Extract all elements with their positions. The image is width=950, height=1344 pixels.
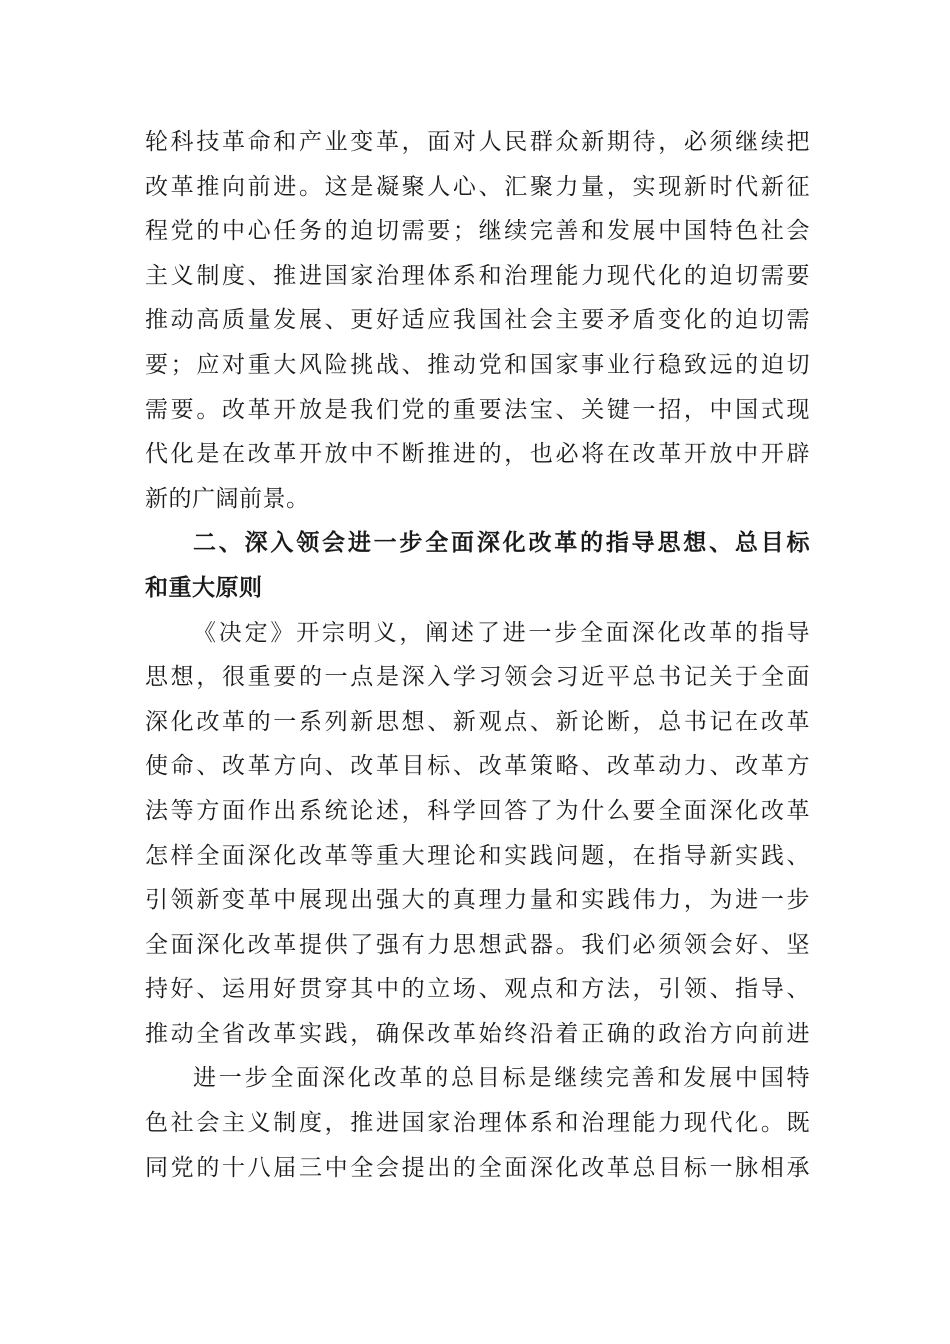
paragraph-line: 轮科技革命和产业变革，面对人民群众新期待，必须继续把	[145, 129, 810, 155]
paragraph-line: 同党的十八届三中全会提出的全面深化改革总目标一脉相承	[145, 1154, 810, 1181]
paragraph-line: 深化改革的一系列新思想、新观点、新论断，总书记在改革	[145, 708, 810, 735]
paragraph-line: 色社会主义制度，推进国家治理体系和治理能力现代化。既	[145, 1110, 810, 1137]
paragraph-line: 持好、运用好贯穿其中的立场、观点和方法，引领、指导、	[145, 976, 810, 1003]
paragraph-line: 程党的中心任务的迫切需要；继续完善和发展中国特色社会	[145, 218, 810, 245]
paragraph-line: 引领新变革中展现出强大的真理力量和实践伟力，为进一步	[145, 887, 810, 914]
paragraph-line: 代化是在改革开放中不断推进的，也必将在改革开放中开辟	[145, 441, 810, 468]
paragraph-line: 要；应对重大风险挑战、推动党和国家事业行稳致远的迫切	[145, 351, 810, 378]
paragraph-line: 主义制度、推进国家治理体系和治理能力现代化的迫切需要	[145, 262, 810, 289]
paragraph-line: 法等方面作出系统论述，科学回答了为什么要全面深化改革	[145, 797, 810, 824]
paragraph-line: 新的广阔前景。	[145, 485, 310, 512]
paragraph-line: 思想，很重要的一点是深入学习领会习近平总书记关于全面	[145, 664, 810, 691]
paragraph-2	[145, 611, 810, 1057]
paragraph-line: 改革推向前进。这是凝聚人心、汇聚力量，实现新时代新征	[145, 173, 810, 200]
paragraph-line: 推动高质量发展、更好适应我国社会主要矛盾变化的迫切需	[145, 307, 810, 334]
paragraph-line: 推动全省改革实践，确保改革始终沿着正确的政治方向前进	[145, 1020, 810, 1047]
document-page	[145, 120, 810, 1190]
heading-line: 二、深入领会进一步全面深化改革的指导思想、总目标	[193, 530, 810, 557]
paragraph-3	[145, 1056, 810, 1190]
paragraph-line: 怎样全面深化改革等重大理论和实践问题，在指导新实践、	[145, 842, 810, 869]
section-heading	[145, 521, 810, 610]
paragraph-line: 《决定》开宗明义，阐述了进一步全面深化改革的指导	[193, 619, 810, 646]
paragraph-line: 需要。改革开放是我们党的重要法宝、关键一招，中国式现	[145, 396, 810, 423]
heading-line: 和重大原则	[145, 574, 263, 601]
paragraph-line: 使命、改革方向、改革目标、改革策略、改革动力、改革方	[145, 753, 810, 780]
paragraph-line: 进一步全面深化改革的总目标是继续完善和发展中国特	[193, 1065, 810, 1092]
paragraph-line: 全面深化改革提供了强有力思想武器。我们必须领会好、坚	[145, 931, 810, 958]
paragraph-1	[145, 120, 810, 521]
